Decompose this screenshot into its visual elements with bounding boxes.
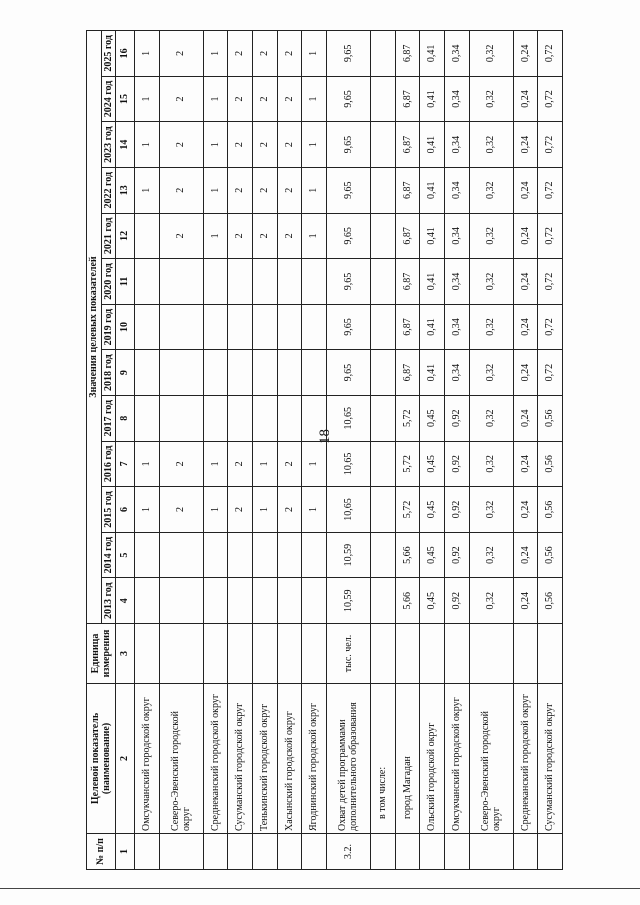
column-number: 11	[116, 259, 135, 305]
value-cell	[371, 304, 396, 350]
value-cell	[135, 259, 160, 305]
indicator-name: Ягоднинский городской округ	[302, 684, 327, 834]
value-cell: 0,92	[444, 395, 469, 441]
value-cell: 1	[203, 213, 228, 259]
header-year: 2023 год	[101, 122, 116, 168]
row-number	[420, 834, 445, 870]
value-cell: 0,34	[444, 31, 469, 77]
value-cell	[371, 487, 396, 533]
value-cell: 6,87	[395, 350, 420, 396]
value-cell: 1	[302, 441, 327, 487]
value-cell: 0,24	[513, 259, 538, 305]
indicator-name: Сусуманский городской округ	[228, 684, 253, 834]
value-cell: 6,87	[395, 167, 420, 213]
unit-cell	[159, 624, 203, 684]
header-year: 2019 год	[101, 304, 116, 350]
header-unit: Единица измерения	[87, 624, 116, 684]
value-cell: 10,59	[326, 532, 370, 578]
value-cell: 6,87	[395, 259, 420, 305]
value-cell: 0,34	[444, 350, 469, 396]
indicator-name: Среднеканский городской округ	[203, 684, 228, 834]
header-year: 2014 год	[101, 532, 116, 578]
row-number	[228, 834, 253, 870]
value-cell: 0,34	[444, 259, 469, 305]
value-cell: 0,45	[420, 532, 445, 578]
value-cell: 2	[228, 76, 253, 122]
column-number: 15	[116, 76, 135, 122]
table-row	[159, 31, 203, 870]
value-cell: 1	[203, 122, 228, 168]
value-cell: 6,87	[395, 213, 420, 259]
header-num: № п/п	[87, 834, 116, 870]
value-cell: 1	[135, 31, 160, 77]
column-number: 13	[116, 167, 135, 213]
value-cell: 0,45	[420, 487, 445, 533]
header-year: 2025 год	[101, 31, 116, 77]
value-cell: 0,24	[513, 350, 538, 396]
value-cell: 0,32	[469, 304, 513, 350]
value-cell	[371, 578, 396, 624]
value-cell: 9,65	[326, 76, 370, 122]
value-cell: 2	[253, 213, 278, 259]
value-cell	[302, 259, 327, 305]
header-year: 2016 год	[101, 441, 116, 487]
value-cell: 0,72	[538, 304, 563, 350]
value-cell: 5,72	[395, 441, 420, 487]
value-cell: 0,41	[420, 304, 445, 350]
value-cell: 0,41	[420, 122, 445, 168]
header-year: 2021 год	[101, 213, 116, 259]
unit-cell	[469, 624, 513, 684]
value-cell: 9,65	[326, 167, 370, 213]
value-cell	[159, 259, 203, 305]
value-cell: 1	[253, 487, 278, 533]
value-cell: 5,72	[395, 395, 420, 441]
value-cell: 2	[159, 213, 203, 259]
value-cell: 0,92	[444, 487, 469, 533]
value-cell	[302, 350, 327, 396]
value-cell: 0,41	[420, 167, 445, 213]
indicators-table	[86, 30, 563, 870]
value-cell	[371, 350, 396, 396]
value-cell	[253, 532, 278, 578]
column-number: 2	[116, 684, 135, 834]
value-cell: 0,24	[513, 532, 538, 578]
value-cell	[228, 304, 253, 350]
value-cell	[228, 259, 253, 305]
column-number: 7	[116, 441, 135, 487]
row-number: 3.2.	[326, 834, 370, 870]
column-number: 16	[116, 31, 135, 77]
table-row	[538, 31, 563, 870]
value-cell	[302, 395, 327, 441]
value-cell: 2	[277, 31, 302, 77]
value-cell: 0,56	[538, 395, 563, 441]
value-cell: 1	[203, 487, 228, 533]
value-cell	[371, 441, 396, 487]
value-cell	[302, 578, 327, 624]
value-cell: 0,24	[513, 487, 538, 533]
value-cell: 0,32	[469, 122, 513, 168]
row-number	[395, 834, 420, 870]
value-cell: 0,56	[538, 532, 563, 578]
value-cell: 0,45	[420, 441, 445, 487]
value-cell	[277, 304, 302, 350]
header-year: 2015 год	[101, 487, 116, 533]
table-row	[420, 31, 445, 870]
value-cell: 0,56	[538, 578, 563, 624]
value-cell: 0,24	[513, 441, 538, 487]
rotated-table-wrapper	[86, 30, 563, 870]
table-row	[469, 31, 513, 870]
value-cell: 2	[159, 487, 203, 533]
row-number	[538, 834, 563, 870]
value-cell: 0,56	[538, 487, 563, 533]
column-number: 5	[116, 532, 135, 578]
value-cell: 1	[203, 441, 228, 487]
column-number: 1	[116, 834, 135, 870]
value-cell	[159, 578, 203, 624]
value-cell: 9,65	[326, 350, 370, 396]
value-cell: 0,24	[513, 395, 538, 441]
value-cell: 0,92	[444, 578, 469, 624]
value-cell	[203, 578, 228, 624]
header-row-1	[87, 31, 102, 870]
value-cell: 10,65	[326, 395, 370, 441]
value-cell	[277, 532, 302, 578]
value-cell: 0,72	[538, 213, 563, 259]
value-cell	[371, 167, 396, 213]
value-cell	[228, 350, 253, 396]
value-cell	[135, 213, 160, 259]
value-cell: 0,92	[444, 532, 469, 578]
value-cell: 2	[277, 213, 302, 259]
row-number	[253, 834, 278, 870]
value-cell	[302, 304, 327, 350]
value-cell: 0,24	[513, 167, 538, 213]
unit-cell	[444, 624, 469, 684]
value-cell: 1	[302, 76, 327, 122]
value-cell: 0,72	[538, 350, 563, 396]
value-cell	[135, 304, 160, 350]
value-cell: 5,66	[395, 532, 420, 578]
value-cell: 1	[203, 76, 228, 122]
column-number: 3	[116, 624, 135, 684]
value-cell	[371, 31, 396, 77]
value-cell: 0,45	[420, 578, 445, 624]
value-cell	[253, 395, 278, 441]
value-cell: 0,24	[513, 122, 538, 168]
value-cell: 2	[253, 76, 278, 122]
value-cell: 6,87	[395, 31, 420, 77]
unit-cell	[513, 624, 538, 684]
row-number	[513, 834, 538, 870]
header-year: 2018 год	[101, 350, 116, 396]
unit-cell	[371, 624, 396, 684]
row-number	[159, 834, 203, 870]
unit-cell	[253, 624, 278, 684]
value-cell	[277, 395, 302, 441]
value-cell: 0,24	[513, 213, 538, 259]
table-row	[371, 31, 396, 870]
value-cell: 0,34	[444, 304, 469, 350]
value-cell: 10,65	[326, 487, 370, 533]
value-cell	[203, 304, 228, 350]
value-cell: 2	[159, 31, 203, 77]
unit-cell	[420, 624, 445, 684]
value-cell: 0,41	[420, 259, 445, 305]
value-cell	[253, 304, 278, 350]
value-cell: 1	[253, 441, 278, 487]
value-cell: 1	[302, 213, 327, 259]
value-cell: 9,65	[326, 259, 370, 305]
value-cell	[253, 578, 278, 624]
indicator-name: Ольский городской округ	[420, 684, 445, 834]
value-cell	[135, 395, 160, 441]
table-row	[253, 31, 278, 870]
value-cell: 2	[159, 76, 203, 122]
value-cell: 0,32	[469, 31, 513, 77]
value-cell: 2	[253, 31, 278, 77]
value-cell	[203, 350, 228, 396]
value-cell: 1	[135, 167, 160, 213]
header-year: 2022 год	[101, 167, 116, 213]
value-cell: 5,72	[395, 487, 420, 533]
indicator-name: в том числе:	[371, 684, 396, 834]
column-number: 10	[116, 304, 135, 350]
value-cell: 0,56	[538, 441, 563, 487]
value-cell: 2	[228, 167, 253, 213]
value-cell	[159, 304, 203, 350]
column-number: 4	[116, 578, 135, 624]
value-cell: 2	[159, 122, 203, 168]
value-cell: 2	[228, 122, 253, 168]
value-cell: 0,41	[420, 350, 445, 396]
value-cell: 0,24	[513, 76, 538, 122]
value-cell	[277, 578, 302, 624]
value-cell: 0,41	[420, 31, 445, 77]
value-cell	[159, 395, 203, 441]
value-cell: 9,65	[326, 122, 370, 168]
row-number	[371, 834, 396, 870]
header-year: 2017 год	[101, 395, 116, 441]
unit-cell	[395, 624, 420, 684]
value-cell	[371, 76, 396, 122]
value-cell: 0,72	[538, 122, 563, 168]
row-number	[135, 834, 160, 870]
value-cell: 2	[228, 213, 253, 259]
value-cell	[203, 395, 228, 441]
value-cell: 10,59	[326, 578, 370, 624]
indicator-name: Омсукчанский городской округ	[444, 684, 469, 834]
value-cell	[371, 259, 396, 305]
value-cell: 0,72	[538, 167, 563, 213]
table-row	[395, 31, 420, 870]
value-cell: 5,66	[395, 578, 420, 624]
table-row	[326, 31, 370, 870]
value-cell	[277, 259, 302, 305]
header-year: 2020 год	[101, 259, 116, 305]
value-cell: 0,32	[469, 259, 513, 305]
column-number: 8	[116, 395, 135, 441]
value-cell	[135, 578, 160, 624]
table-row	[444, 31, 469, 870]
value-cell: 0,72	[538, 76, 563, 122]
value-cell: 1	[203, 31, 228, 77]
value-cell	[159, 350, 203, 396]
value-cell	[302, 532, 327, 578]
value-cell: 0,34	[444, 122, 469, 168]
row-number	[444, 834, 469, 870]
value-cell	[253, 350, 278, 396]
value-cell: 2	[159, 167, 203, 213]
value-cell: 9,65	[326, 213, 370, 259]
indicator-name: Охват детей программами дополнительного образования	[326, 684, 370, 834]
header-year: 2013 год	[101, 578, 116, 624]
value-cell: 2	[277, 487, 302, 533]
value-cell	[203, 259, 228, 305]
value-cell: 0,32	[469, 487, 513, 533]
value-cell: 0,32	[469, 578, 513, 624]
table-row	[135, 31, 160, 870]
unit-cell	[228, 624, 253, 684]
value-cell: 0,24	[513, 304, 538, 350]
column-number: 6	[116, 487, 135, 533]
row-number	[203, 834, 228, 870]
value-cell: 6,87	[395, 304, 420, 350]
value-cell: 2	[277, 122, 302, 168]
value-cell: 1	[135, 487, 160, 533]
value-cell: 9,65	[326, 31, 370, 77]
value-cell	[371, 395, 396, 441]
unit-cell	[135, 624, 160, 684]
value-cell	[135, 350, 160, 396]
table-row	[277, 31, 302, 870]
value-cell: 1	[135, 122, 160, 168]
value-cell: 0,34	[444, 76, 469, 122]
value-cell: 10,65	[326, 441, 370, 487]
column-number: 12	[116, 213, 135, 259]
value-cell	[277, 350, 302, 396]
row-number	[302, 834, 327, 870]
value-cell: 2	[253, 167, 278, 213]
value-cell: 2	[228, 487, 253, 533]
value-cell: 2	[228, 441, 253, 487]
value-cell: 0,41	[420, 76, 445, 122]
indicator-name: Тенькинский городской округ	[253, 684, 278, 834]
table-row	[513, 31, 538, 870]
value-cell	[228, 532, 253, 578]
value-cell: 0,24	[513, 578, 538, 624]
table-row	[228, 31, 253, 870]
indicator-name: Хасынский городской округ	[277, 684, 302, 834]
column-number-row	[116, 31, 135, 870]
header-values-title: Значения целевых показателей	[87, 31, 102, 624]
value-cell: 0,34	[444, 213, 469, 259]
unit-cell: тыс. чел.	[326, 624, 370, 684]
value-cell: 0,45	[420, 395, 445, 441]
page-number: 18	[317, 429, 333, 444]
value-cell: 1	[302, 487, 327, 533]
value-cell	[253, 259, 278, 305]
unit-cell	[538, 624, 563, 684]
value-cell	[371, 122, 396, 168]
value-cell: 9,65	[326, 304, 370, 350]
value-cell: 1	[302, 167, 327, 213]
table-body	[135, 31, 563, 870]
value-cell	[203, 532, 228, 578]
value-cell: 0,32	[469, 167, 513, 213]
unit-cell	[277, 624, 302, 684]
value-cell: 1	[135, 441, 160, 487]
value-cell: 0,72	[538, 259, 563, 305]
indicator-name: Среднеканский городской округ	[513, 684, 538, 834]
value-cell: 0,32	[469, 350, 513, 396]
header-name: Целевой показатель (наименование)	[87, 684, 116, 834]
value-cell	[228, 395, 253, 441]
value-cell: 1	[302, 31, 327, 77]
value-cell: 0,32	[469, 532, 513, 578]
value-cell: 0,32	[469, 395, 513, 441]
value-cell: 6,87	[395, 76, 420, 122]
value-cell: 1	[302, 122, 327, 168]
column-number: 14	[116, 122, 135, 168]
table-row	[203, 31, 228, 870]
value-cell: 2	[228, 31, 253, 77]
indicator-name: Северо-Эвенский городской округ	[159, 684, 203, 834]
value-cell: 0,72	[538, 31, 563, 77]
value-cell: 0,32	[469, 441, 513, 487]
table-row	[302, 31, 327, 870]
value-cell: 0,32	[469, 76, 513, 122]
bottom-divider	[0, 888, 640, 889]
value-cell	[371, 532, 396, 578]
unit-cell	[302, 624, 327, 684]
row-number	[277, 834, 302, 870]
value-cell: 0,41	[420, 213, 445, 259]
indicator-name: Сусуманский городской округ	[538, 684, 563, 834]
row-number	[469, 834, 513, 870]
indicator-name: Северо-Эвенский городской округ	[469, 684, 513, 834]
value-cell	[159, 532, 203, 578]
value-cell: 2	[277, 76, 302, 122]
value-cell: 0,24	[513, 31, 538, 77]
header-year: 2024 год	[101, 76, 116, 122]
indicator-name: город Магадан	[395, 684, 420, 834]
value-cell: 0,32	[469, 213, 513, 259]
value-cell: 2	[277, 167, 302, 213]
value-cell: 1	[203, 167, 228, 213]
value-cell: 6,87	[395, 122, 420, 168]
value-cell	[135, 532, 160, 578]
value-cell: 0,92	[444, 441, 469, 487]
indicator-name: Омсукчанский городской округ	[135, 684, 160, 834]
value-cell: 2	[159, 441, 203, 487]
value-cell: 0,34	[444, 167, 469, 213]
value-cell	[228, 578, 253, 624]
column-number: 9	[116, 350, 135, 396]
unit-cell	[203, 624, 228, 684]
value-cell: 2	[253, 122, 278, 168]
value-cell: 2	[277, 441, 302, 487]
value-cell: 1	[135, 76, 160, 122]
value-cell	[371, 213, 396, 259]
